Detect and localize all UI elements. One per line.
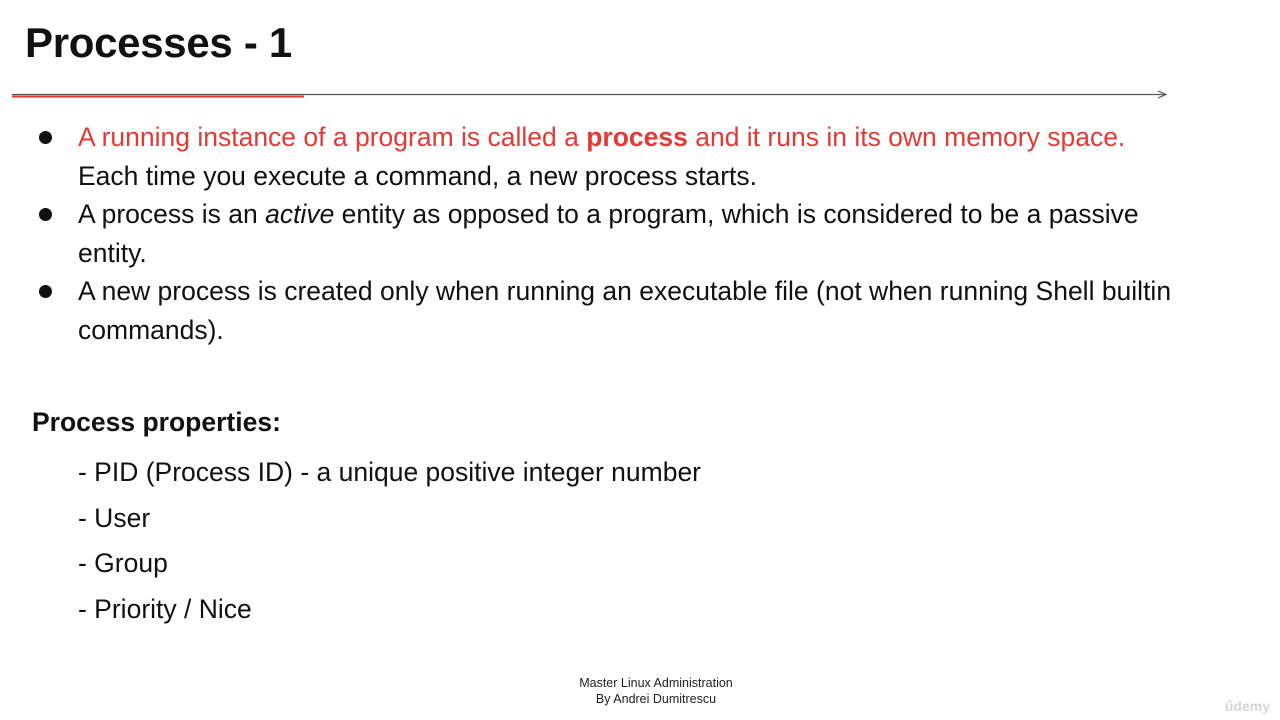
properties-heading: Process properties: (32, 407, 281, 437)
properties-list (78, 450, 701, 632)
title-divider-arrow (12, 88, 1172, 102)
bullet-item (0, 272, 1178, 349)
property-item: - PID (Process ID) - a unique positive integer number (78, 457, 702, 487)
footer-course-title: Master Linux Administration (579, 676, 733, 690)
bullet-red-text: and it runs in its own memory space. (687, 122, 1126, 152)
property-item: - Priority / Nice (78, 593, 252, 624)
bullet-item (0, 195, 1178, 272)
bullet-text: A process is an (78, 199, 266, 229)
bullet-red-text: A running instance of a program is called a (78, 122, 587, 152)
footer-author: By Andrei Dumitrescu (595, 692, 717, 706)
bullet-text: Each time you execute a command, a new process starts. (78, 160, 758, 191)
slide-footer (540, 675, 772, 707)
bullet-italic-keyword: active (265, 199, 335, 229)
bullet-dot-icon (39, 208, 52, 221)
bullet-item (0, 118, 1178, 195)
bullet-text: entity as opposed to a program, which is considered to be a passive entity. (78, 199, 1139, 268)
property-item: - User (78, 502, 151, 533)
bullet-list (0, 118, 1280, 349)
bullet-text: A new process is created only when running an executable file (not when running Shell builtin commands). (78, 276, 1172, 345)
udemy-watermark-logo: ûdemy (1224, 698, 1270, 714)
bullet-dot-icon (39, 131, 52, 144)
bullet-bold-keyword: process (586, 122, 688, 152)
property-item: - Group (78, 548, 168, 578)
slide-title: Processes - 1 (25, 19, 292, 66)
bullet-dot-icon (39, 285, 52, 298)
